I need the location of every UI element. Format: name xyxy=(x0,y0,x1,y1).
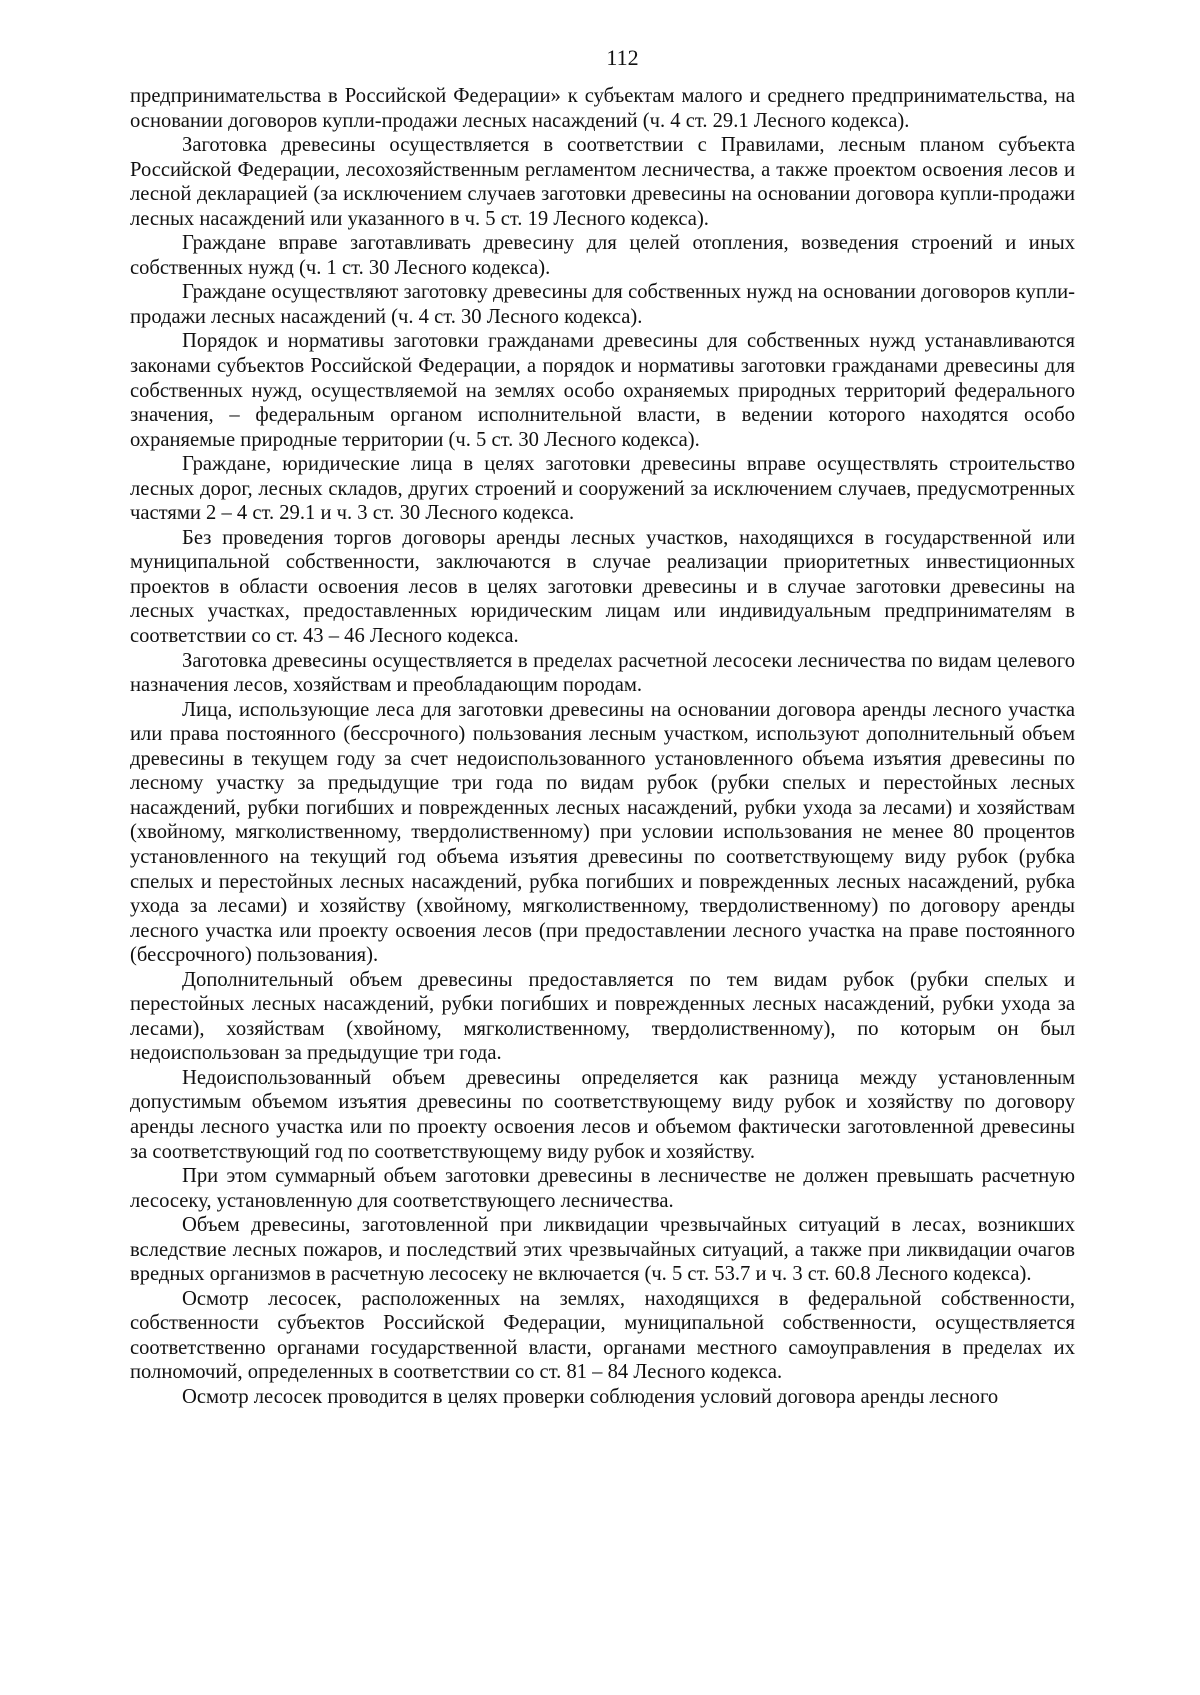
paragraph: Граждане вправе заготавливать древесину для целей отопления, возведения строений и иных собственных нужд (ч. 1 ст. 30 Лесного кодекса). xyxy=(130,232,1075,279)
paragraph: Объем древесины, заготовленной при ликвидации чрезвычайных ситуаций в лесах, возникших вследствие лесных пожаров, и последствий этих чрезвычайных ситуаций, а также при ликвидации очагов вредных организмов в расчетную лесосеку не включается (ч. 5 ст. 53.7 и ч. 3 ст. 60.8 Лесного кодекса). xyxy=(130,1214,1075,1286)
paragraph: Недоиспользованный объем древесины определяется как разница между установленным допустимым объемом изъятия древесины по соответствующему виду рубок и хозяйству по договору аренды лесного участка или по проекту освоения лесов и объемом фактически заготовленной древесины за соответствующий год по соответствующему виду рубок и хозяйству. xyxy=(130,1066,1075,1163)
paragraph: Заготовка древесины осуществляется в соответствии с Правилами, лесным планом субъекта Российской Федерации, лесохозяйственным регламентом лесничества, а также проектом освоения лесов и лесной декларацией (за исключением случаев заготовки древесины на основании договора купли-продажи лесных насаждений или указанного в ч. 5 ст. 19 Лесного кодекса). xyxy=(130,134,1075,230)
paragraph: Заготовка древесины осуществляется в пределах расчетной лесосеки лесничества по видам целевого назначения лесов, хозяйствам и преобладающим породам. xyxy=(130,649,1075,697)
paragraph: Граждане осуществляют заготовку древесины для собственных нужд на основании договоров купли-продажи лесных насаждений (ч. 4 ст. 30 Лесного кодекса). xyxy=(130,281,1075,328)
document-body xyxy=(130,84,1075,1410)
paragraph: Дополнительный объем древесины предоставляется по тем видам рубок (рубки спелых и перестойных лесных насаждений, рубки погибших и поврежденных лесных насаждений, рубки ухода за лесами), хозяйствам (хвойному, мягколиственному, твердолиственному), по которым он был недоиспользован за предыдущие три года. xyxy=(130,968,1075,1065)
page-number: 112 xyxy=(606,45,639,70)
paragraph: Осмотр лесосек проводится в целях проверки соблюдения условий договора аренды лесного xyxy=(182,1385,999,1408)
paragraph: При этом суммарный объем заготовки древесины в лесничестве не должен превышать расчетную лесосеку, установленную для соответствующего лесничества. xyxy=(130,1165,1075,1212)
paragraph: Осмотр лесосек, расположенных на землях, находящихся в федеральной собственности, собственности субъектов Российской Федерации, муниципальной собственности, осуществляется соответственно органами государственной власти, органами местного самоуправления в пределах их полномочий, определенных в соответствии со ст. 81 – 84 Лесного кодекса. xyxy=(130,1287,1075,1384)
paragraph: Граждане, юридические лица в целях заготовки древесины вправе осуществлять строительство лесных дорог, лесных складов, других строений и сооружений за исключением случаев, предусмотренных частями 2 – 4 ст. 29.1 и ч. 3 ст. 30 Лесного кодекса. xyxy=(130,453,1075,525)
paragraph: Порядок и нормативы заготовки гражданами древесины для собственных нужд устанавливаются законами субъектов Российской Федерации, а порядок и нормативы заготовки гражданами древесины для собственных нужд, осуществляемой на землях особо охраняемых природных территорий федерального значения, – федеральным органом исполнительной власти, в ведении которого находятся особо охраняемые природные территории (ч. 5 ст. 30 Лесного кодекса). xyxy=(130,330,1075,451)
paragraph: Без проведения торгов договоры аренды лесных участков, находящихся в государственной или муниципальной собственности, заключаются в случае реализации приоритетных инвестиционных проектов в области освоения лесов в целях заготовки древесины и в случае заготовки древесины на лесных участках, предоставленных юридическим лицам или индивидуальным предпринимателям в соответствии со ст. 43 – 46 Лесного кодекса. xyxy=(130,526,1075,648)
paragraph: предпринимательства в Российской Федерации» к субъектам малого и среднего предпринимательства, на основании договоров купли-продажи лесных насаждений (ч. 4 ст. 29.1 Лесного кодекса). xyxy=(130,85,1075,132)
paragraph: Лица, использующие леса для заготовки древесины на основании договора аренды лесного участка или права постоянного (бессрочного) пользования лесным участком, используют дополнительный объем древесины в текущем году за счет недоиспользованного установленного объема изъятия древесины по лесному участку за предыдущие три года по видам рубок (рубки спелых и перестойных лесных насаждений, рубки погибших и поврежденных лесных насаждений, рубки ухода за лесами) и хозяйствам (хвойному, мягколиственному, твердолиственному) при условии использования не менее 80 процентов установленного на текущий год объема изъятия древесины по соответствующему виду рубок (рубка спелых и перестойных лесных насаждений, рубка погибших и поврежденных лесных насаждений, рубка ухода за лесами) и хозяйству (хвойному, мягколиственному, твердолиственному) по договору аренды лесного участка или проекту освоения лесов (при предоставлении лесного участка на праве постоянного (бессрочного) пользования). xyxy=(130,698,1075,967)
document-page xyxy=(130,44,1075,1410)
